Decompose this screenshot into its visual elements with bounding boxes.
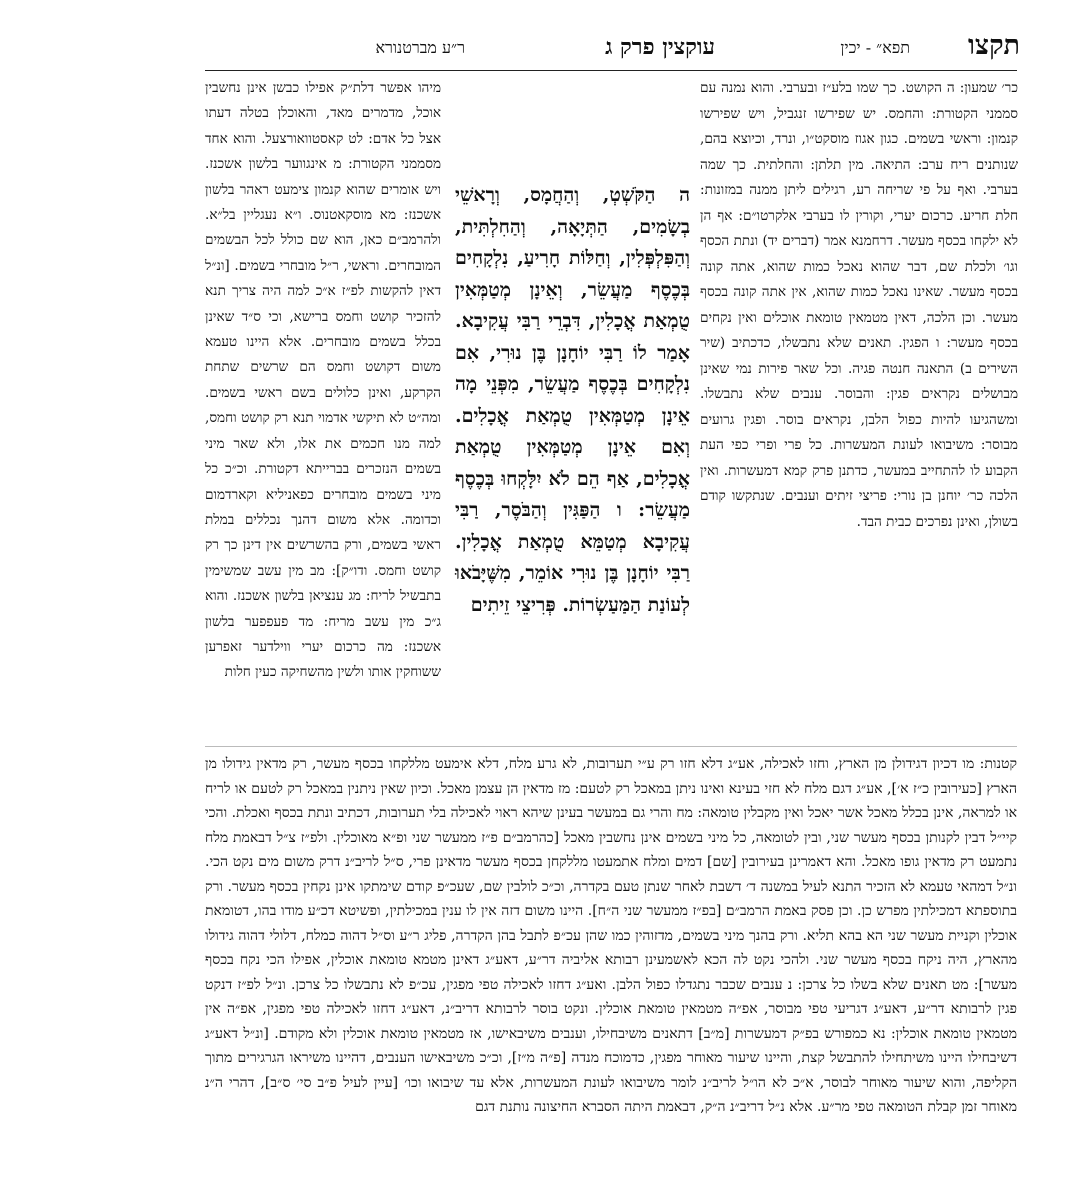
- page-number: תקצו: [968, 30, 1020, 61]
- commentary-label: ר״ע מברטנורא: [375, 38, 465, 57]
- page-range-label: תפא״ - יכין: [840, 38, 910, 57]
- header-rule: [205, 70, 1017, 71]
- tiferet-column: [205, 76, 441, 686]
- bartenura-column: [700, 76, 1018, 535]
- mishnah-text: ה הַקֹּשְׁטְ, וְהַחֲמָס, וְרָאשֵׁי בְשָׂמִים, הַתְּיָאָה, וְהַחִלְתִּית, וְהַפִּלְפְּלִין, וְחַלּוֹת חָרִיעַ, נִלְקָחִים בְּכֶסֶף מַעֲשֵׂר, וְאֵינָן מְטַמְּאִין טֻמְאַת אֳכָלִין, דִּבְרֵי רַבִּי עֲקִיבָא. אָמַר לוֹ רַבִּי יוֹחָנָן בֶּן נוּרִי, אִם נִלְקָחִים בְּכֶסֶף מַעֲשֵׂר, מִפְּנֵי מָה אֵינָן מְטַמְּאִין טֻמְאַת אֳכָלִים. וְאִם אֵינָן מְטַמְּאִין טֻמְאַת אֳכָלִים, אַף הֵם לֹא יִלָּקְחוּ בְּכֶסֶף מַעֲשֵׂר: ו הַפַּגִּין וְהַבֹּסֶר, רַבִּי עֲקִיבָא מְטַמֵּא טֻמְאַת אֳכָלִין. רַבִּי יוֹחָנָן בֶּן נוּרִי אוֹמֵר, מִשֶּׁיָּבֹאוּ לְעוֹנַת הַמַּעַשְׂרוֹת. פְּרִיצֵי זֵיתִים: [455, 184, 690, 616]
- bottom-commentary: [205, 752, 1017, 1120]
- page-header: [200, 28, 1020, 68]
- mishnah-column: [455, 180, 690, 621]
- bartenura-text: כר׳ שמעון: ה הקושט. כך שמו בלע״ז ובערבי. והוא נמנה עם סממני הקטורת: והחמס. יש שפירשו זנגביל, ויש שפירשו קנמון: וראשי בשמים. כגון אגוז מוסקט״ו, ונרד, וכיוצא בהם, שנותנים ריח ערב: התיאה. מין תלתן: והחלתית. כך שמה בערבי. ואף על פי שריחה רע, רגילים ליתן ממנה במזונות: חלת חריע. כרכום יערי, וקורין לו בערבי אלקרטו״ם: אף הן לא ילקחו בכסף מעשר. דרחמנא אמר (דברים יד) ונתת הכסף וגו׳ ולכלת שם, דבר שהוא נאכל כמות שהוא, אתה קונה בכסף מעשר. שאינו נאכל כמות שהוא, אין אתה קונה בכסף מעשר. וכן הלכה, דאין מטמאין טומאת אוכלים ואין נקחים בכסף מעשר: ו הפגין. תאנים שלא נתבשלו, כדכתיב (שיר השירים ב) התאנה חנטה פגיה. וכל שאר פירות נמי שאינן מבושלים נקראים פגין: והבוסר. ענבים שלא נתבשלו. ומשהגיעו להיות כפול הלבן, נקראים בוסר. ופגין גרועים מבוסר: משיבואו לעונת המעשרות. כל פרי ופרי כפי העת הקבוע לו להתחייב במעשר, כדתנן פרק קמא דמעשרות. ואין הלכה כר׳ יוחנן בן נורי: פריצי זיתים וענבים. שנתקשו קודם בשולן, ואינן נפרכים כבית הבד.: [700, 80, 1018, 530]
- bottom-commentary-text: קטנות: מו דכיון דגידולן מן הארץ, וחזו לאכילה, אע״ג דלא חזו רק ע״י תערובות, לא גרע מלח, דלא אימעט מללקחו בכסף מעשר, רק מדאין גידולו מן הארץ [כעירובין כ״ז א׳], אע״ג דגם מלח לא חזי בעינא ואינו ניתן במאכל רק לטעם: מז מדאין הן עצמן מאכל. וכיון שאין ניתנין במאכל רק לטעם או לריח או למראה, אינן בכלל מאכל אשר יאכל ואין מקבלין טומאה: מח והרי גם במעשר בעינן שיהא ראוי לאכילה בלי תערובות, דכתיב ונתת בכסף ואכלת. והכי קיי״ל דבין לקנותן בכסף מעשר שני, ובין לטומאה, כל מיני בשמים אינן נחשבין מאכל [כהרמב״ם פ״ז ממעשר שני ופ״א מאוכלין. ולפ״ז צ״ל דבאמת מלח נתמעט רק מדאין גופו מאכל. והא דאמרינן בעירובין [שם] דמים ומלח אתמעטו מללקחן בכסף מעשר מדאינן פרי, ס״ל לריב״נ דרק משום מים נקט הכי. ונ״ל דמהאי טעמא לא הזכיר התנא לעיל במשנה ד׳ דשבת לאחר שנתן טעם בקדרה, וכ״כ לולבין שם, שעכ״פ קודם שימתקו אינן נקחין בכסף מעשר. ורק בתוספתא דמכילתין מפרש כן. וכן פסק באמת הרמב״ם [בפ״ז ממעשר שני ה״ח]. היינו משום דזה אין לו ענין במכילתין, ופשיטא דכ״ע מודו בהו, דטומאת אוכלין וקניית מעשר שני הא בהא תליא. ורק בהנך מיני בשמים, מדזוהין כמו שהן עכ״פ לתבל בהן הקדרה, פליג ר״ע וס״ל דהוה כמלח, דלולי דהוה גידולו מהארץ, היה ניקח בכסף מעשר שני. ולהכי נקט לה הכא לאשמעינן רבותא אליביה דר״ע, דאע״ג דאינן מטמא טומאת אוכלין, אפילו הכי נקח בכסף מעשר]: מט תאנים שלא בשלו כל צרכן: נ ענבים שכבר נתגדלו כפול הלבן. ואע״ג דחזו לאכילה טפי מפגין, עכ״פ לא נתבשלו כל צרכן. ונ״ל לפ״ז דנקט פגין לרבותא דר״ע, דאע״ג דגריעי טפי מבוסר, אפ״ה מטמאין טומאת אוכלין. ונקט בוסר לרבותא דריב״נ, דאע״ג דחזו לאכילה טפי מפגין, אפ״ה אין מטמאין טומאת אוכלין: נא כמפורש בפ״ק דמעשרות [מ״ב] דתאנים משיבחילו, וענבים משיבאישו, אז מטמאין טומאת אוכלין ולא מקודם. [ונ״ל דאע״ג דשיבחילו היינו משיתחילו להתבשל קצת, והיינו שיעור מאוחר מפגין, כדמוכח מנדה [פ״ה מ״ז], וכ״כ משיבאישו הענבים, דהיינו משיראו הגרגירים מתוך הקליפה, והוא שיעור מאוחר לבוסר, א״כ לא הו״ל לריב״נ לומר משיבואו לעונת המעשרות, אלא עד שיבואו וכו׳ [עיין לעיל פ״ב סי׳ ס״ב], דהרי ה״נ מאוחר זמן קבלת הטומאה טפי מר״ע. אלא נ״ל דריב״נ ה״ק, דבאמת היתה הסברא החיצונה נותנת דגם: [205, 756, 1017, 1115]
- chapter-title: עוקצין פרק ג: [605, 34, 715, 60]
- tiferet-text: מיהו אפשר דלת״ק אפילו כבשן אינן נחשבין אוכל, מדמרים מאד, והאוכלן בטלה דעתו אצל כל אדם: לט קאסטוואורצעל. והוא אחד מסממני הקטורת: מ אינגווער בלשון אשכנז. ויש אומרים שהוא קנמון צימעט ראהר בלשון אשכנז: מא מוסקאטנוס. ו״א נעגליין בל״א. ולהרמב״ם כאן, הוא שם כולל לכל הבשמים המובחרים. וראשי, ר״ל מובחרי בשמים. [ונ״ל דאין להקשות לפ״ז א״כ למה היה צריך תנא להזכיר קושט וחמס ברישא, וכי ס״ד שאינן בכלל בשמים מובחרים. אלא היינו טעמא משום דקושט וחמס הם שרשים שתחת הקרקע, ואינן כלולים בשם ראשי בשמים. ומה״ט לא תיקשי אדמוי תנא רק קושט וחמס, למה מנו חכמים את אלו, ולא שאר מיני בשמים הנזכרים בברייתא דקטורת. וכ״כ כל מיני בשמים מובחרים כפאניליא וקארדמום וכדומה. אלא משום דהנך נכללים במלת ראשי בשמים, ורק בהשרשים אין דינן כך רק קושט וחמס. ודו״ק]: מב מין עשב שמשימין בתבשיל לריח: מג ענציאן בלשון אשכנז. והוא ג״כ מין עשב מריח: מד פעפפער בלשון אשכנז: מה כרכום יערי ווילדער זאפרען ששוחקין אותו ולשין מהשחיקה כעין חלות: [205, 80, 441, 681]
- column-separator: [205, 746, 1017, 747]
